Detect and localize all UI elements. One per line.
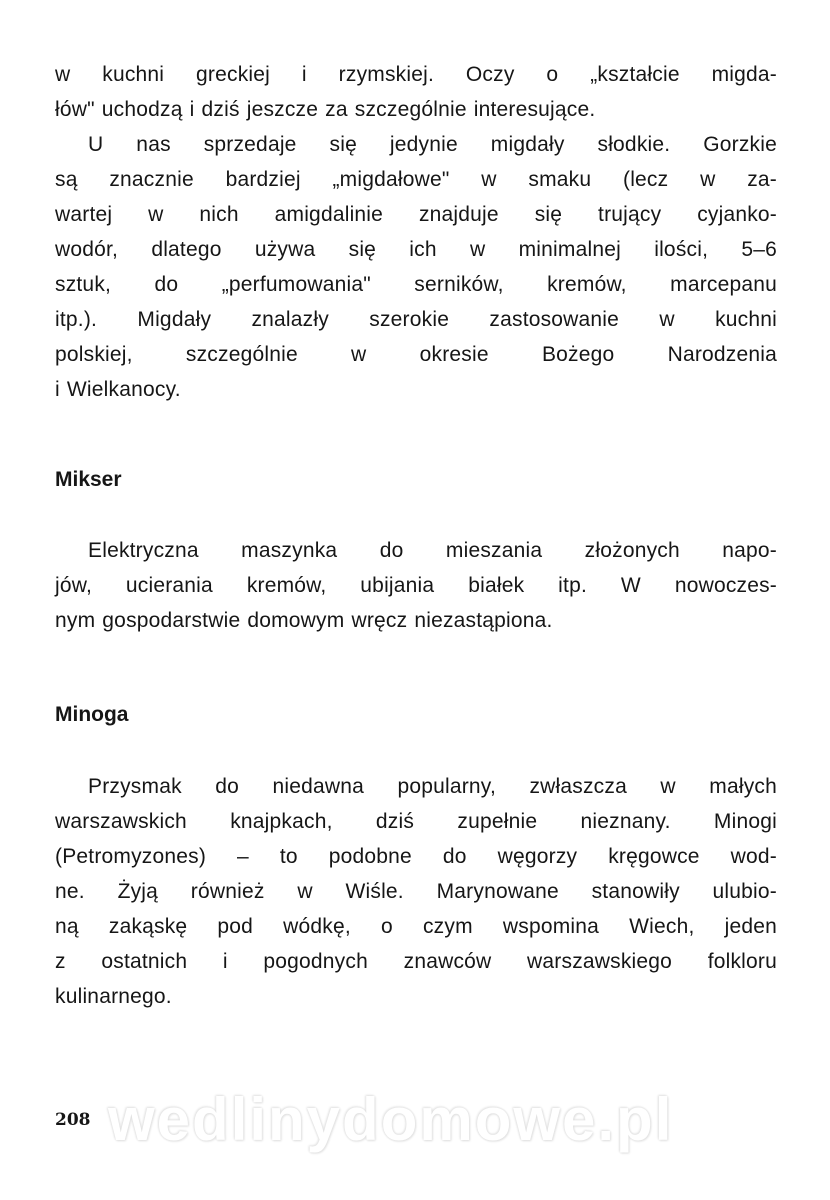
text-line: (Petromyzones) – to podobne do węgorzy kręgowce wod- [55,845,777,868]
text-line: polskiej, szczególnie w okresie Bożego Narodzenia [55,343,777,366]
text-line: nym gospodarstwie domowym wręcz niezastąpiona. [55,609,553,632]
watermark: wedlinydomowe.pl [108,1086,674,1153]
text-line: łów" uchodzą i dziś jeszcze za szczególnie interesujące. [55,98,596,121]
section-heading-mikser: Mikser [55,468,122,491]
text-line: ne. Żyją również w Wiśle. Marynowane stanowiły ulubio- [55,880,777,903]
text-line: sztuk, do „perfumowania" serników, kremów, marcepanu [55,273,777,296]
mikser-paragraph [55,533,777,638]
text-line: Przysmak do niedawna popularny, zwłaszcza w małych [88,775,777,798]
text-line: warszawskich knajpkach, dziś zupełnie nieznany. Minogi [55,810,777,833]
text-line: Elektryczna maszynka do mieszania złożonych napo- [88,539,777,562]
text-line: U nas sprzedaje się jedynie migdały słodkie. Gorzkie [88,133,777,156]
text-line: ną zakąskę pod wódkę, o czym wspomina Wiech, jeden [55,915,777,938]
text-line: jów, ucierania kremów, ubijania białek itp. W nowoczes- [55,574,777,597]
text-line: w kuchni greckiej i rzymskiej. Oczy o „kształcie migda- [55,63,777,86]
text-line: i Wielkanocy. [55,378,181,401]
page-number: 208 [55,1110,91,1130]
text-line: itp.). Migdały znalazły szerokie zastosowanie w kuchni [55,308,777,331]
text-line: wodór, dlatego używa się ich w minimalnej ilości, 5–6 [55,238,777,261]
minoga-paragraph [55,769,777,1014]
text-line: wartej w nich amigdalinie znajduje się trujący cyjanko- [55,203,777,226]
text-line: są znacznie bardziej „migdałowe" w smaku (lecz w za- [55,168,777,191]
text-line: kulinarnego. [55,985,172,1008]
section-heading-minoga: Minoga [55,703,129,726]
intro-paragraph [55,57,777,407]
text-line: z ostatnich i pogodnych znawców warszawskiego folkloru [55,950,777,973]
